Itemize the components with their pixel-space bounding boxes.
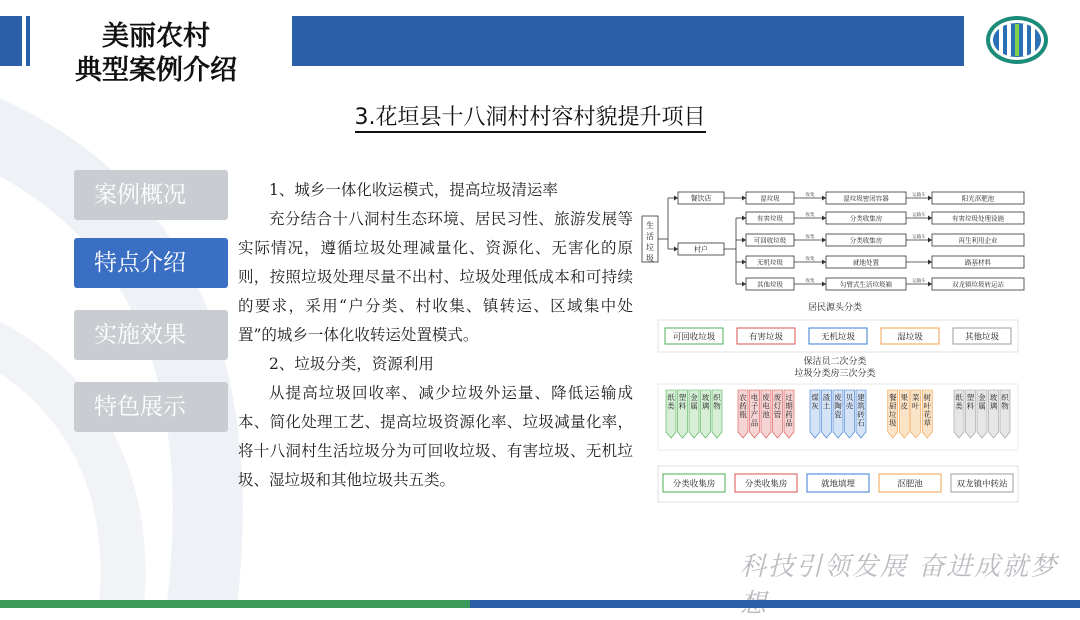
nav-item-label: 实施效果 — [94, 322, 186, 348]
section-title-text: 3.花垣县十八洞村村容村貌提升项目 — [355, 105, 706, 133]
sort-item-char: 药 — [739, 401, 747, 411]
flow-via-label: 收集 — [805, 193, 815, 198]
sort-item-char: 期 — [785, 401, 793, 411]
flow-arrow-type-head — [742, 282, 746, 287]
flow-dest-label: 再生利用企业 — [958, 236, 998, 245]
flowchart — [642, 191, 1024, 290]
sort-item-char: 瓷 — [834, 410, 842, 419]
flow-root-char: 垃 — [646, 243, 654, 252]
flow-type-label: 其他垃圾 — [757, 280, 783, 289]
flow-container-label: 就地处置 — [853, 258, 879, 267]
header-accent-bar-thin — [26, 16, 30, 66]
sort-item-char: 过 — [785, 393, 793, 402]
sort-item-char: 皮 — [900, 401, 908, 411]
flow-arrow-container-head — [822, 216, 826, 221]
sort-item-char: 璃 — [989, 401, 998, 411]
nav-item-features[interactable] — [74, 238, 228, 288]
sort-item-char: 物 — [713, 401, 721, 411]
flow-arrow-dest-head — [928, 260, 932, 265]
flow-arrow-dest-head — [928, 196, 932, 201]
flow-arrow-container-head — [822, 282, 826, 287]
flow-arrow-type-head — [742, 196, 746, 201]
flow-arrow-type-head — [742, 260, 746, 265]
flow-arrow-dest-head — [928, 282, 932, 287]
flow-type-label: 有害垃圾 — [757, 214, 783, 223]
flow-arrow-dest-head — [928, 216, 932, 221]
sort-category-label: 无机垃圾 — [820, 332, 856, 343]
body-paragraph-2: 从提高垃圾回收率、减少垃圾外运量、降低运输成本、简化处理工艺、提高垃圾资源化率、垃圾减量化率，将十八洞村生活垃圾分为可回收垃圾、有害垃圾、无机垃圾、湿垃圾和其他垃圾共五类。 — [238, 384, 633, 489]
sort-item-char: 废 — [834, 393, 842, 402]
flow-arrow-household-head — [674, 247, 678, 252]
sort-item-char: 圾 — [889, 418, 897, 428]
flow-type-label: 湿垃圾 — [760, 194, 780, 203]
sort-top-label: 居民源头分类 — [807, 303, 863, 313]
flow-arrow-type-head — [742, 238, 746, 243]
nav-item-label: 特点介绍 — [94, 250, 186, 276]
footer-bar-blue — [470, 600, 1080, 608]
sort-item-char: 灰 — [811, 401, 819, 411]
body-paragraph-1: 充分结合十八洞村生态环境、居民习性、旅游发展等实际情况，遵循垃圾处理减量化、资源化、无害化的原则，按照垃圾处理尽量不出村、垃圾处理低成本和可持续的要求，采用“户分类、村收集、镇转运、区域集中处置”的城乡一体化收转运处置模式。 — [238, 210, 633, 344]
footer-bar-green — [0, 600, 470, 608]
nav-item-results[interactable] — [74, 310, 228, 360]
flow-dest-label: 路基材料 — [965, 258, 991, 267]
sort-item-char: 子 — [750, 401, 759, 411]
sort-item-char: 建 — [857, 393, 865, 402]
flow-dest-label: 双龙镇垃圾转运站 — [952, 280, 1004, 289]
flow-root-char: 生 — [646, 221, 654, 230]
sort-item-char: 塑 — [678, 393, 687, 402]
sort-dest-label: 沤肥池 — [897, 479, 923, 490]
flow-via-label: 收集 — [805, 235, 815, 240]
sort-item-char: 菜 — [912, 393, 920, 402]
flow-arrow-dest-head — [928, 238, 932, 243]
flow-transport-label: 运输车 — [912, 193, 926, 198]
sort-category-label: 其他垃圾 — [964, 332, 1000, 343]
header-title — [36, 20, 276, 88]
sort-item-char: 电 — [750, 393, 759, 402]
waste-sorting-diagram — [640, 186, 1030, 508]
flow-root-char: 活 — [646, 232, 654, 241]
sort-category-label: 可回收垃圾 — [672, 332, 716, 343]
sort-item-char: 草 — [923, 418, 931, 428]
sort-dest-label: 分类收集房 — [672, 479, 716, 490]
sort-item-char: 玻 — [701, 393, 710, 402]
flow-arrow-container-head — [822, 196, 826, 201]
sort-mid-label-1: 保洁员二次分类 — [803, 357, 867, 367]
nav-item-label: 特色展示 — [94, 394, 186, 420]
flow-type-label: 可回收垃圾 — [753, 236, 787, 245]
sort-item-char: 餐 — [889, 393, 897, 402]
flow-arrow-container-head — [822, 260, 826, 265]
flow-transport-label: 运输车 — [912, 213, 926, 218]
flow-transport-label: 运输车 — [912, 235, 926, 240]
sort-item-char: 废 — [773, 393, 782, 402]
flow-container-label: 湿垃圾密闭容器 — [843, 194, 889, 203]
sort-item-char: 石 — [857, 418, 865, 428]
sort-item-char: 筑 — [857, 401, 865, 411]
sort-item-char: 池 — [762, 410, 770, 419]
flow-via-label: 收集 — [805, 213, 815, 218]
sort-item-char: 属 — [978, 401, 986, 411]
flow-via-label: 收集 — [805, 279, 815, 284]
flow-arrow-restaurant-head — [674, 196, 678, 201]
sort-item-char: 废 — [762, 393, 770, 402]
header-band — [292, 16, 964, 66]
flow-container-label: 分类收集房 — [849, 236, 883, 245]
sort-item-char: 树 — [923, 393, 931, 402]
sort-diagram — [658, 301, 1018, 502]
flow-arrow-type-head — [742, 216, 746, 221]
flow-type-label: 无机垃圾 — [757, 258, 783, 267]
sort-item-char: 玻 — [989, 393, 998, 402]
sort-item-char: 金 — [978, 393, 986, 402]
sort-item-char: 叶 — [923, 401, 931, 411]
sort-item-char: 叶 — [912, 401, 920, 411]
sort-item-char: 织 — [713, 393, 721, 402]
sort-item-char: 纸 — [667, 393, 675, 402]
sort-item-char: 料 — [678, 401, 687, 411]
flow-dest-label: 有害垃圾处理设施 — [952, 214, 1004, 223]
sort-item-char: 璃 — [701, 401, 710, 411]
flow-root-char: 圾 — [646, 254, 654, 263]
sort-item-char: 类 — [955, 401, 963, 411]
sort-item-char: 壳 — [845, 401, 854, 411]
sort-category-label: 湿垃圾 — [897, 332, 923, 343]
flow-container-label: 分类收集房 — [849, 214, 883, 223]
section-title — [300, 100, 760, 131]
sort-item-char: 管 — [773, 410, 782, 419]
sort-item-char: 类 — [667, 401, 675, 411]
sort-dest-label: 双龙镇中转站 — [956, 479, 1008, 490]
sort-item-char: 农 — [739, 393, 747, 402]
header-title-line2: 典型案例介绍 — [75, 55, 237, 86]
flow-dest-label: 阳光沤肥池 — [961, 194, 995, 203]
sort-item-char: 织 — [1001, 393, 1009, 402]
nav-item-overview[interactable] — [74, 170, 228, 220]
sort-item-char: 金 — [690, 393, 698, 402]
sort-item-char: 果 — [900, 393, 908, 402]
sort-item-char: 砖 — [857, 410, 865, 419]
sort-category-label: 有害垃圾 — [748, 332, 784, 343]
nav-item-label: 案例概况 — [94, 182, 186, 208]
header-accent-bar — [0, 16, 22, 66]
sort-item-char: 塑 — [966, 393, 975, 402]
sort-item-char: 物 — [1001, 401, 1009, 411]
sort-item-char: 渣 — [822, 393, 831, 402]
sort-item-char: 品 — [785, 418, 793, 428]
body-heading-1: 1、城乡一体化收运模式，提高垃圾清运率 — [269, 181, 558, 199]
sort-item-char: 贝 — [845, 393, 854, 402]
sort-item-char: 料 — [966, 401, 975, 411]
slogan: 科技引领发展 奋进成就梦 — [740, 552, 1059, 582]
sort-item-char: 药 — [785, 410, 793, 419]
sort-item-char: 瓶 — [739, 410, 747, 419]
sort-item-char: 灯 — [773, 401, 782, 411]
sort-item-char: 纸 — [955, 393, 963, 402]
header-title-line1: 美丽农村 — [102, 21, 210, 52]
logo-icon — [984, 14, 1050, 66]
flow-arrow-container-head — [822, 238, 826, 243]
sort-item-char: 煤 — [811, 393, 819, 402]
sort-item-char: 陶 — [834, 401, 842, 411]
sort-item-char: 厨 — [889, 401, 897, 411]
sort-item-char: 属 — [690, 401, 698, 411]
flow-household-label: 村户 — [694, 245, 708, 254]
nav-item-showcase[interactable] — [74, 382, 228, 432]
flow-via-label: 收集 — [805, 257, 815, 262]
flow-container-label: 勾臂式生活垃圾箱 — [840, 280, 892, 289]
sort-mid-label-2: 垃圾分类房三次分类 — [794, 369, 876, 379]
sort-dest-label: 就地填埋 — [820, 479, 856, 490]
sort-item-char: 电 — [762, 401, 770, 411]
sort-item-char: 花 — [923, 410, 931, 419]
flow-transport-label: 运输车 — [912, 279, 926, 284]
sort-dest-label: 分类收集房 — [744, 479, 788, 490]
sort-item-char: 垃 — [889, 410, 897, 419]
body-text — [238, 176, 633, 495]
sort-item-char: 土 — [822, 401, 831, 411]
body-heading-2: 2、垃圾分类，资源利用 — [269, 355, 434, 373]
sort-item-char: 产 — [750, 410, 759, 419]
flow-restaurant-label: 餐饮店 — [690, 194, 712, 203]
sort-item-char: 品 — [750, 418, 759, 428]
